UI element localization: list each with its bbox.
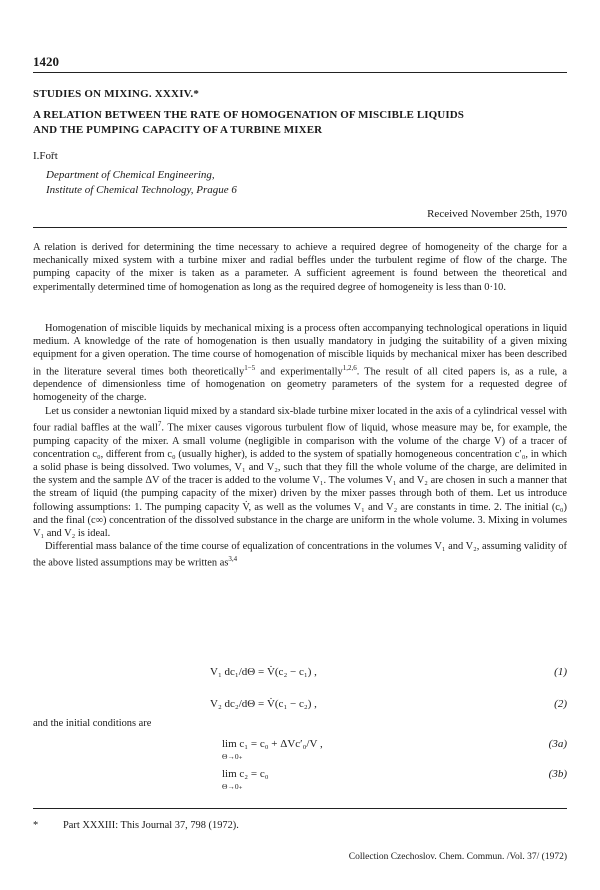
paragraph-2-part-b: . The mixer causes vigorous turbulent flow of liquid, whose measure may be, for example, the pumping capacity of the mixer. A small volume (negligible in comparison with the volume of the charge V) of a tracer of concentration c₀, different from c₀ (usually higher), is added to the system of spatially homogeneous concentration c′₀, in which a solid phase is being dissolved. Two volumes, V₁ and V₂, such that they fill the whole volume of the charge, are delimited in the system and the sample ΔV of the tracer is added to the volume V₁. The volumes V₁ and V₂ are chosen in such a manner that the stream of liquid (the pumping capacity of the mixer) driven by the mixer passes through both of them. Let us introduce following assumptions: 1. The pumping capacity V̇, as well as the volumes V₁ and V₂ are constants in time. 2. The initial (c₀) and the final (c∞) concentration of the dissolved substance in the charge are uniform in the whole volume. 3. Mixing in volumes V₁ and V₂ is ideal. xyxy=(33,422,567,539)
received-date: Received November 25th, 1970 xyxy=(427,208,567,220)
citation: 3,4 xyxy=(228,555,238,564)
affiliation-line-1: Department of Chemical Engineering, xyxy=(46,169,215,181)
author: I.Fořt xyxy=(33,150,58,162)
initial-conditions-text: and the initial conditions are xyxy=(33,718,152,729)
abstract-rule xyxy=(33,227,567,228)
paragraph-3-part-a: Differential mass balance of the time course of equalization of concentrations in the volumes V₁ and V₂, assuming validity of the above listed assumptions may be written as xyxy=(33,541,567,569)
footnote-text: Part XXXIII: This Journal 37, 798 (1972). xyxy=(63,820,239,831)
journal-footer: Collection Czechoslov. Chem. Commun. /Vol. 37/ (1972) xyxy=(348,852,567,862)
header-rule xyxy=(33,72,567,73)
paragraph-2 xyxy=(33,405,567,541)
paragraph-1-part-c: . The result of all cited papers is, as a rule, a dependence of dimensionless time of homogenation on geometry parameters of the system for a requested degree of homogeneity of the charge. xyxy=(33,366,567,404)
footnote xyxy=(33,820,239,831)
series-heading: STUDIES ON MIXING. XXXIV.* xyxy=(33,88,200,100)
equation-3a-limit: Θ→0₊ xyxy=(222,752,243,761)
equation-3b-limit: Θ→0₊ xyxy=(222,782,243,791)
paragraph-1 xyxy=(33,322,567,405)
equation-3b-number: (3b) xyxy=(548,768,567,780)
paragraph-1-part-a: Homogenation of miscible liquids by mechanical mixing is a process often accompanying technological operations in liquid medium. A knowledge of the rate of homogenation is then usually mandatory in judging the suitability of a given mixing equipment for a given operation. The time course of homogenation of miscible liquids by mechanical mixer has been described in the literature several times both theoretically xyxy=(33,323,567,378)
page-number: 1420 xyxy=(33,54,59,69)
equation-2-number: (2) xyxy=(554,698,567,710)
paragraph-3 xyxy=(33,540,567,570)
equation-3a-number: (3a) xyxy=(548,738,567,750)
abstract-text: A relation is derived for determining the time necessary to achieve a required degree of homogeneity of the charge for a mechanically mixed system with a turbine mixer and radial beffles under the turbulent regime of flow of the charge. The pumping capacity of the mixer is taken as a parameter. A sufficient agreement is found between the theoretical and experimentally determined time of homogenation as long as the required degree of homogeneity is less than 0·10. xyxy=(33,242,567,293)
equation-1-number: (1) xyxy=(554,666,567,678)
equation-3a: lim c₁ = c₀ + ΔVc′₀/V , xyxy=(222,738,323,750)
citation: 1−5 xyxy=(244,363,256,372)
title-line-2: AND THE PUMPING CAPACITY OF A TURBINE MIXER xyxy=(33,124,323,136)
article-title xyxy=(33,108,567,138)
paragraph-2-part-a: Let us consider a newtonian liquid mixed by a standard six-blade turbine mixer located in the axis of a cylindrical vessel with four radial baffles at the wall xyxy=(33,405,567,434)
main-text xyxy=(33,322,567,570)
footnote-rule xyxy=(33,808,567,809)
equation-2: V₂ dc₂/dΘ = V̇(c₁ − c₂) , xyxy=(210,698,317,710)
title-line-1: A RELATION BETWEEN THE RATE OF HOMOGENATION OF MISCIBLE LIQUIDS xyxy=(33,109,464,121)
citation: 7 xyxy=(157,419,162,428)
equation-3b: lim c₂ = c₀ xyxy=(222,768,269,780)
equation-1: V₁ dc₁/dΘ = V̇(c₂ − c₁) , xyxy=(210,666,317,678)
affiliation xyxy=(46,168,237,198)
abstract xyxy=(33,241,567,294)
citation: 1,2,6 xyxy=(342,363,357,372)
affiliation-line-2: Institute of Chemical Technology, Prague 6 xyxy=(46,184,237,196)
paragraph-1-part-b: and experimentally xyxy=(255,366,343,378)
footnote-marker: * xyxy=(33,820,39,831)
